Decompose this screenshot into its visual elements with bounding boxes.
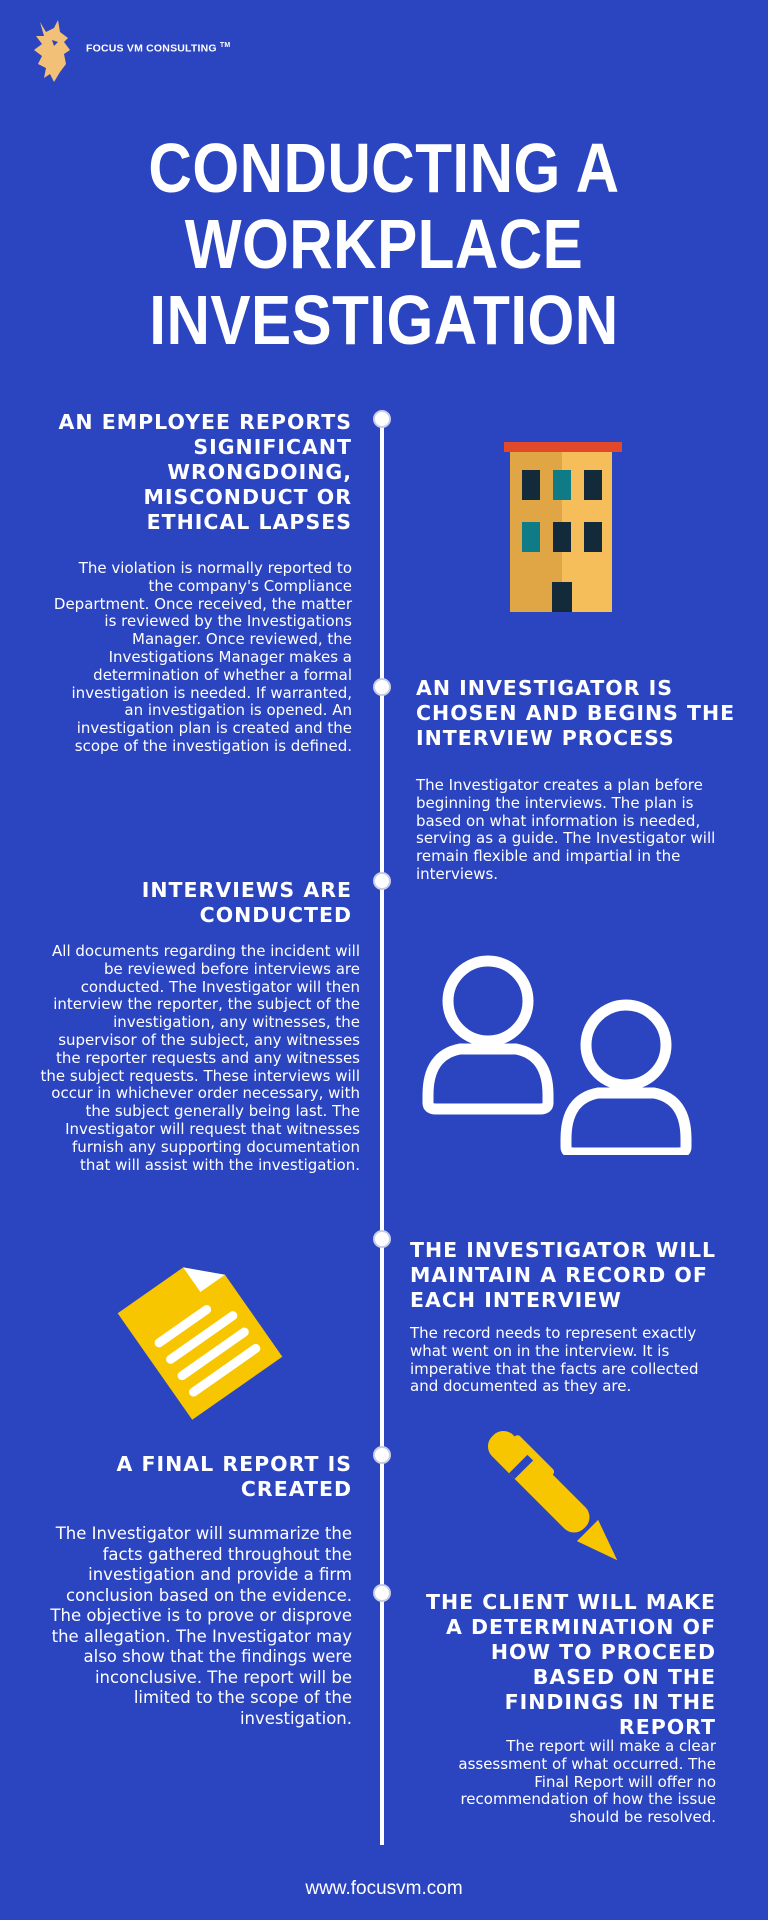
timeline-dot [373,1230,391,1248]
step-1-heading: AN EMPLOYEE REPORTS SIGNIFICANT WRONGDOING, MISCONDUCT OR ETHICAL LAPSES [58,410,352,534]
timeline-dot [373,1446,391,1464]
footer-url[interactable]: www.focusvm.com [305,1878,463,1899]
document-icon [100,1240,300,1430]
page-title: CONDUCTING A WORKPLACE INVESTIGATION [148,129,620,359]
pen-icon [470,1418,640,1578]
step-6-heading: THE CLIENT WILL MAKE A DETERMINATION OF HOW TO PROCEED BASED ON THE FINDINGS IN THE REPORT [426,1590,716,1739]
step-3-heading: INTERVIEWS ARE CONDUCTED [141,878,352,927]
wolf-logo-icon [30,18,76,84]
timeline-dot [373,872,391,890]
step-6-body: The report will make a clear assessment of what occurred. The Final Report will offer no recommendation of how the issue should be resolved. [458,1737,716,1827]
step-5-body: The Investigator will summarize the facts gathered throughout the investigation and provide a firm conclusion based on the evidence. The objective is to prove or disprove the allegation. The Investigator may also show that the findings were inconclusive. The report will be limited to the scope of the investigation. [50,1524,352,1728]
timeline-dot [373,678,391,696]
step-3-body: All documents regarding the incident will be reviewed before interviews are conducted. The Investigator will then interview the reporter, the subject of the investigation, any witnesses, the supervisor of the subject, any witnesses the reporter requests and any witnesses the subject requests. These interviews will occur in whichever order necessary, with the subject generally being last. The Investigator will request that witnesses furnish any supporting documentation that will assist with the investigation. [40,942,360,1174]
step-5-heading: A FINAL REPORT IS CREATED [116,1452,352,1501]
step-2-heading: AN INVESTIGATOR IS CHOSEN AND BEGINS THE INTERVIEW PROCESS [416,676,736,750]
step-1-body: The violation is normally reported to the company's Compliance Department. Once received, the matter is reviewed by the Investigations Manager. Once reviewed, the Investigations Manager makes a determination of whether a formal investigation is needed. If warranted, an investigation is opened. An investigation plan is created and the scope of the investigation is defined. [53,559,352,755]
timeline-dot [373,1584,391,1602]
step-4-body: The record needs to represent exactly what went on in the interview. It is imperative that the facts are collected and documented as they are. [410,1324,699,1396]
office-building-icon [504,440,622,612]
people-icon [420,945,705,1155]
step-2-body: The Investigator creates a plan before beginning the interviews. The plan is based on what information is needed, serving as a guide. The Investigator will remain flexible and impartial in the interviews. [416,776,716,883]
step-4-heading: THE INVESTIGATOR WILL MAINTAIN A RECORD OF EACH INTERVIEW [410,1238,717,1312]
timeline-dot [373,410,391,428]
timeline-line [380,415,384,1845]
brand-name: FOCUS VM CONSULTING ™ [86,42,231,55]
